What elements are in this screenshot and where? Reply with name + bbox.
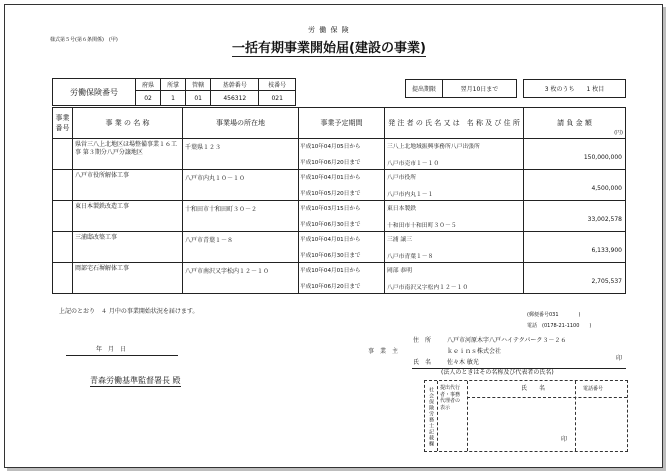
row-location: 千葉県１２３ bbox=[183, 139, 299, 170]
row-amount: 150,000,000 bbox=[524, 139, 626, 170]
row-client-address: 八戸市青葉１－８ bbox=[387, 254, 434, 260]
row-client-address: 八戸市売市１－１０ bbox=[387, 161, 440, 167]
agent-seal: 印 bbox=[561, 436, 568, 443]
row-no bbox=[53, 263, 73, 294]
table-row bbox=[53, 232, 626, 263]
table-row bbox=[53, 170, 626, 201]
row-client-name: 三浦 譲三 bbox=[387, 237, 413, 243]
row-start: 平成10年04月01日から bbox=[300, 237, 361, 243]
row-start: 平成10年03月15日から bbox=[300, 206, 361, 212]
row-client bbox=[385, 232, 524, 263]
row-start: 平成10年04月05日から bbox=[300, 144, 361, 150]
corporate-note: (法人のときはその名称及び代表者の氏名) bbox=[441, 369, 554, 376]
insurance-value-branch: 021 bbox=[259, 91, 296, 106]
employer-label: 事 業 主 bbox=[368, 348, 399, 355]
row-location: 十和田市十和田町３０－２ bbox=[183, 201, 299, 232]
row-client bbox=[385, 263, 524, 294]
col-header-amount bbox=[524, 108, 626, 139]
statement: 上記のとおり ４ 月中の事業開始状況を届けます。 bbox=[59, 308, 199, 315]
addressee: 青森労働基準監督署長 殿 bbox=[90, 376, 181, 385]
address-value: 八戸市河原木字八戸ハイテクパーク３－２６ bbox=[447, 337, 567, 344]
form-id: 様式第５号(第６条関係) (甲) bbox=[50, 37, 118, 43]
col-header-location: 事業場の所在地 bbox=[183, 108, 299, 139]
row-location: 八戸市南沢又字松内１２－１０ bbox=[183, 263, 299, 294]
sheet-count-box bbox=[523, 79, 626, 98]
deadline-box bbox=[405, 79, 517, 98]
table-row bbox=[53, 201, 626, 232]
agent-box bbox=[424, 380, 628, 452]
agent-divider-2 bbox=[467, 381, 468, 451]
row-end: 平成10年06月20日まで bbox=[300, 284, 361, 290]
row-client-name: 三八上北地域振興事務所八戸出張所 bbox=[387, 144, 480, 150]
row-client bbox=[385, 201, 524, 232]
date-underline bbox=[66, 355, 178, 356]
row-period bbox=[299, 201, 385, 232]
insurance-number-table bbox=[52, 78, 296, 106]
name-label: 氏 名 bbox=[413, 359, 432, 366]
col-header-unit: (円) bbox=[614, 130, 623, 136]
agent-divider-1 bbox=[437, 381, 438, 451]
agent-phone-label: 電話番号 bbox=[583, 386, 604, 392]
date-field: 年 月 日 bbox=[96, 346, 127, 353]
insurance-header-office: 管轄 bbox=[186, 79, 211, 91]
insurance-value-jurisdiction: 1 bbox=[161, 91, 186, 106]
agent-name-label: 氏 名 bbox=[521, 385, 546, 392]
row-name: 東日本製鉄改造工事 bbox=[73, 201, 183, 232]
row-client-address: 八戸市内丸１－１ bbox=[387, 192, 434, 198]
row-start: 平成10年04月01日から bbox=[300, 268, 361, 274]
project-table bbox=[52, 107, 626, 294]
table-row bbox=[53, 139, 626, 170]
row-end: 平成10年06月20日まで bbox=[300, 160, 361, 166]
row-name: 八戸市役所解体工事 bbox=[73, 170, 183, 201]
seal-mark: 印 bbox=[616, 355, 623, 362]
row-amount: 2,705,537 bbox=[524, 263, 626, 294]
row-period bbox=[299, 139, 385, 170]
row-no bbox=[53, 139, 73, 170]
row-amount: 33,002,578 bbox=[524, 201, 626, 232]
insurance-header-base: 基幹番号 bbox=[211, 79, 259, 91]
row-client-name: 岡部 恭明 bbox=[387, 268, 413, 274]
name-value: 佐々木 敏光 bbox=[447, 359, 479, 366]
row-no bbox=[53, 201, 73, 232]
agent-divider-3 bbox=[575, 381, 576, 451]
row-location: 八戸市内丸１０－１０ bbox=[183, 170, 299, 201]
row-client-address: 十和田市十和田町３０－５ bbox=[387, 223, 457, 229]
row-amount: 6,133,900 bbox=[524, 232, 626, 263]
row-end: 平成10年06月30日まで bbox=[300, 253, 361, 259]
table-row bbox=[53, 263, 626, 294]
insurance-label: 労働保険番号 bbox=[53, 79, 136, 106]
insurance-value-office: 01 bbox=[186, 91, 211, 106]
insurance-header-jurisdiction: 所掌 bbox=[161, 79, 186, 91]
form-subtitle: 労 働 保 険 bbox=[308, 26, 350, 34]
col-header-client: 発 注 者 の 氏 名 又 は 名 称 及 び 住 所 bbox=[385, 108, 524, 139]
company-name: ｋｅｉｎｓ株式会社 bbox=[447, 348, 502, 355]
row-name: 岡部宅石塀解体工事 bbox=[73, 263, 183, 294]
row-period bbox=[299, 263, 385, 294]
row-client bbox=[385, 170, 524, 201]
row-client bbox=[385, 139, 524, 170]
row-end: 平成10年05月20日まで bbox=[300, 191, 361, 197]
row-period bbox=[299, 170, 385, 201]
postal-code: (郵便番号031 ) bbox=[527, 312, 581, 318]
row-period bbox=[299, 232, 385, 263]
col-header-name: 事 業 の 名 称 bbox=[73, 108, 183, 139]
deadline-value: 翌月10日まで bbox=[443, 80, 517, 98]
form-title: 一括有期事業開始届(建設の事業) bbox=[232, 41, 426, 56]
row-client-name: 八戸市役所 bbox=[387, 175, 416, 181]
row-client-name: 東日本製鉄 bbox=[387, 206, 416, 212]
address-label: 住 所 bbox=[413, 337, 432, 344]
sheet-count: 3 枚のうち 1 枚目 bbox=[524, 80, 626, 98]
row-location: 八戸市青葉１－８ bbox=[183, 232, 299, 263]
insurance-value-base: 456312 bbox=[211, 91, 259, 106]
row-no bbox=[53, 170, 73, 201]
col-header-period: 事業予定期間 bbox=[299, 108, 385, 139]
insurance-header-pref: 府県 bbox=[136, 79, 161, 91]
row-amount: 4,500,000 bbox=[524, 170, 626, 201]
row-start: 平成10年04月01日から bbox=[300, 175, 361, 181]
deadline-label: 提出期限 bbox=[406, 80, 443, 98]
col-header-no: 事業番号 bbox=[53, 108, 73, 139]
agent-side-label: 社会保険労務士記載欄 bbox=[428, 387, 434, 447]
row-end: 平成10年06月30日まで bbox=[300, 222, 361, 228]
insurance-value-pref: 02 bbox=[136, 91, 161, 106]
row-name: 県営三八上北地区ほ場整備事業１６工事 第３期分八戸分譲地区 bbox=[73, 139, 183, 170]
phone: 電話 (0178-21-1100 ) bbox=[527, 323, 592, 329]
agent-sub-label: 提出代行者・事務代理者の表示 bbox=[440, 385, 461, 411]
row-client-address: 八戸市南沢又字松内１２－１０ bbox=[387, 285, 469, 291]
row-no bbox=[53, 232, 73, 263]
col-header-amount-label: 請 負 金 額 bbox=[557, 119, 592, 127]
row-name: 三浦邸改築工事 bbox=[73, 232, 183, 263]
insurance-header-branch: 枝番号 bbox=[259, 79, 296, 91]
agent-row-divider bbox=[467, 397, 627, 398]
